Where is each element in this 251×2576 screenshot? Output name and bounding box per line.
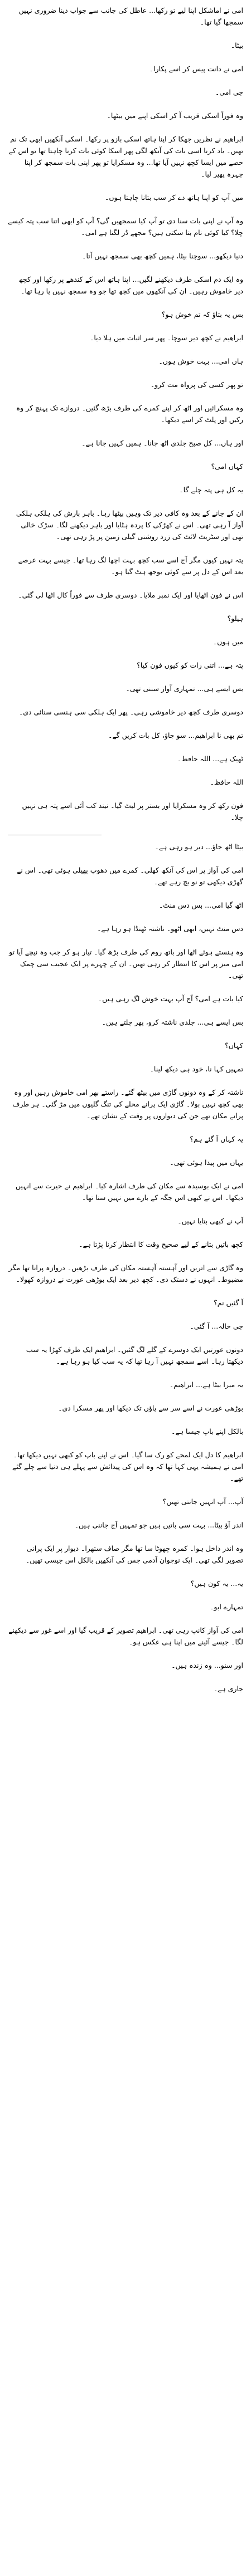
story-paragraph: وہ ایک دم اسکی طرف دیکھنے لگیں... اپنا ہاتھ اس کے کندھے پر رکھا اور کچھ دیر خاموش رہیں۔ ان کی آنکھوں میں کچھ تھا جو وہ سمجھ نہیں پا رہا تھا۔ <box>18 275 243 295</box>
story-paragraph: جی امی۔ <box>215 88 243 96</box>
story-paragraph: میں ہوں۔ <box>213 638 243 646</box>
story-paragraph: پتہ نہیں کیوں مگر آج اسے سب کچھ بہت اچھا لگ رہا تھا۔ جیسے بہت عرصے بعد اس کے دل پر سے کوئی بوجھ ہٹ گیا ہو۔ <box>18 556 243 576</box>
story-paragraph: وہ ہنستے ہوئے اٹھا اور باتھ روم کی طرف بڑھ گیا۔ تیار ہو کر جب وہ نیچے آیا تو امی میز پر اس کا انتظار کر رہی تھیں۔ ان کے چہرے پر ایک عجیب سی چمک تھی۔ <box>9 948 243 980</box>
story-paragraph: تمہیں کہا نا، خود ہی دیکھ لینا۔ <box>149 1065 243 1073</box>
story-paragraph: وہ گاڑی سے اتریں اور آہستہ آہستہ مکان کی طرف بڑھیں۔ دروازہ پرانا تھا مگر مضبوط۔ انہوں نے دستک دی۔ کچھ دیر بعد ایک بوڑھی عورت نے دروازہ کھولا۔ <box>8 1263 243 1284</box>
story-paragraph: کیا بات ہے امی؟ آج آپ بہت خوش لگ رہی ہیں۔ <box>98 995 243 1003</box>
story-paragraph: بوڑھی عورت نے اسے سر سے پاؤں تک دیکھا اور پھر مسکرا دی۔ <box>58 1404 243 1412</box>
story-paragraph: ہیلو؟ <box>227 614 243 623</box>
story-paragraph: دونوں عورتیں ایک دوسرے کے گلے لگ گئیں۔ ابراھیم ایک طرف کھڑا یہ سب دیکھتا رہا۔ اسے سمجھ نہیں آ رہا تھا کہ یہ سب کیا ہو رہا ہے۔ <box>26 1345 243 1365</box>
story-paragraph: آپ... آپ انہیں جانتی تھیں؟ <box>162 1497 243 1506</box>
story-paragraph: جی خالہ... آ گئی۔ <box>190 1322 243 1330</box>
story-paragraph: وہ فوراً اسکی قریب آ کر اسکی اپنے میں بیٹھا۔ <box>107 111 243 120</box>
story-paragraph: ابراھیم نے کچھ دیر سوچا۔ پھر سر اثبات میں ہلا دیا۔ <box>90 334 243 342</box>
story-paragraph: ٹھیک ہے... اللہ حافظ۔ <box>177 755 243 763</box>
story-paragraph: ان کے جانے کے بعد وہ کافی دیر تک وہیں بیٹھا رہا۔ باہر بارش کی ہلکی ہلکی آواز آ رہی تھی۔ اس نے کھڑکی کا پردہ ہٹایا اور باہر دیکھنے لگا۔ سڑک خالی تھی اور سٹریٹ لائٹ کی زرد روشنی گیلی زمین پر پڑ رہی تھی۔ <box>16 509 243 541</box>
story-part-two <box>8 841 243 1671</box>
story-paragraph: تو پھر کسی کی پرواہ مت کرو۔ <box>150 380 243 389</box>
story-paragraph: کہاں؟ <box>225 1041 243 1050</box>
story-paragraph: آ گئیں تم؟ <box>214 1299 243 1307</box>
story-paragraph: بالکل اپنے باپ جیسا ہے۔ <box>171 1427 243 1436</box>
story-paragraph: وہ مسکرائیں اور اٹھ کر اپنے کمرے کی طرف بڑھ گئیں۔ دروازے تک پہنچ کر وہ رکیں اور پلٹ کر اسے دیکھا۔ <box>16 404 243 424</box>
story-paragraph: بس ایسے ہی... جلدی ناشتہ کرو، پھر چلتے ہیں۔ <box>102 1018 243 1026</box>
story-paragraph: ہاں امی... بہت خوش ہوں۔ <box>158 357 243 365</box>
story-paragraph: امی نے دانت پیس کر اسے پکارا۔ <box>149 65 243 73</box>
story-part-one <box>8 4 243 823</box>
story-paragraph: یہ... یہ کون ہیں؟ <box>190 1579 243 1588</box>
story-paragraph: دنیا دیکھو... سوچنا بیٹا، ہمیں کچھ بھی سمجھ نہیں آتا۔ <box>82 252 243 260</box>
story-paragraph: دس منٹ نہیں، ابھی اٹھو۔ ناشتہ ٹھنڈا ہو رہا ہے۔ <box>97 924 243 933</box>
story-paragraph: دوسری طرف کچھ دیر خاموشی رہی۔ پھر ایک ہلکی سی ہنسی سنائی دی۔ <box>18 708 243 716</box>
story-paragraph: اللہ حافظ۔ <box>210 778 243 786</box>
story-paragraph: ابراھیم نے نظریں جھکا کر اپنا ہاتھ اسکی بازو پر رکھا۔ اسکی آنکھیں ابھی تک نم تھیں۔ یاد کرنا اسی بات کی آنکھ لگی پھر اسکا کوئی بات کرنا چاہتا تھا تو اس کے حصے میں ایسا کچھ نہیں آیا تھا... وہ مسکرایا تو پھر اپنی بات سمجھ کر اپنا چہرہ پھیر لیا۔ <box>8 135 243 178</box>
story-paragraph: پتہ ہے... اتنی رات کو کیوں فون کیا؟ <box>137 661 243 669</box>
story-paragraph: امی کی آواز کانپ رہی تھی۔ ابراھیم تصویر کے قریب گیا اور اسے غور سے دیکھنے لگا۔ جیسے آئینے میں اپنا ہی عکس ہو۔ <box>8 1626 243 1646</box>
story-paragraph: وہ آپ نے اپنی بات سنا دی تو آپ کیا سمجھیں گی؟ آپ کو ابھی اتنا سب پتہ کیسے چلا؟ کیا کوئی نام بتا سکتی ہیں؟ مجھے ڈر لگتا ہے امی۔ <box>8 217 243 237</box>
story-paragraph: اٹھ گیا امی... بس دس منٹ۔ <box>158 901 243 909</box>
story-paragraph: کہاں امی؟ <box>211 462 243 471</box>
story-paragraph: یہ کہاں آ گئے ہم؟ <box>190 1135 243 1143</box>
story-paragraph: وہ اندر داخل ہوا۔ کمرہ چھوٹا سا تھا مگر صاف ستھرا۔ دیوار پر ایک پرانی تصویر لگی تھی۔ ایک نوجوان آدمی جس کی آنکھیں بالکل اس جیسی تھیں۔ <box>25 1544 243 1564</box>
story-paragraph: یہ کل ہی پتہ چلے گا۔ <box>179 486 243 494</box>
story-paragraph: ابراھیم کا دل ایک لمحے کو رک سا گیا۔ اس نے اپنے باپ کو کبھی نہیں دیکھا تھا۔ امی نے ہمیشہ یہی کہا تھا کہ وہ اس کی پیدائش سے پہلے ہی دنیا سے چلے گئے تھے۔ <box>12 1451 243 1482</box>
story-paragraph: اندر آؤ بیٹا... بہت سی باتیں ہیں جو تمہیں آج جاننی ہیں۔ <box>74 1521 243 1529</box>
story-paragraph: فون رکھ کر وہ مسکرایا اور بستر پر لیٹ گیا۔ نیند کب آئی اسے پتہ ہی نہیں چلا۔ <box>22 801 243 821</box>
story-paragraph: میں آپ کو اپنا ہاتھ دے کر سب بتانا چاہتا ہوں۔ <box>105 193 243 202</box>
story-paragraph: امی نے اماشکل اپنا لیے تو رکھا... عاطل کی جانب سے جواب دینا ضروری نہیں سمجھا گیا تھا۔ <box>18 6 243 26</box>
story-paragraph: یہ میرا بیٹا ہے... ابراھیم۔ <box>169 1380 243 1389</box>
story-paragraph: بس ایسے ہی... تمہاری آواز سننی تھی۔ <box>126 684 243 693</box>
story-paragraph: اور ہاں... کل صبح جلدی اٹھ جانا۔ ہمیں کہیں جانا ہے۔ <box>81 439 243 447</box>
to-be-continued: جاری ہے۔ <box>213 1684 243 1693</box>
story-paragraph: یہاں میں پیدا ہوئی تھی۔ <box>170 1158 243 1167</box>
story-paragraph: کچھ باتیں بتانے کے لیے صحیح وقت کا انتظار کرنا پڑتا ہے۔ <box>79 1240 243 1248</box>
story-paragraph: امی نے ایک بوسیدہ سے مکان کی طرف اشارہ کیا۔ ابراھیم نے حیرت سے انہیں دیکھا۔ اس نے کبھی اس جگہ کے بارے میں نہیں سنا تھا۔ <box>15 1182 243 1202</box>
story-paragraph: امی کی آواز پر اس کی آنکھ کھلی۔ کمرے میں دھوپ پھیلی ہوئی تھی۔ اس نے گھڑی دیکھی تو نو بج رہے تھے۔ <box>17 866 243 886</box>
story-paragraph: بیٹا۔ <box>230 41 243 50</box>
story-paragraph: تمہارے ابو۔ <box>210 1603 243 1611</box>
story-paragraph: تم بھی نا ابراھیم... سو جاؤ، کل بات کریں گے۔ <box>108 731 243 740</box>
story-paragraph: ناشتہ کر کے وہ دونوں گاڑی میں بیٹھ گئے۔ راستے بھر امی خاموش رہیں اور وہ بھی کچھ نہیں بولا۔ گاڑی ایک پرانے محلے کی تنگ گلیوں میں مڑ گئی۔ ہر طرف پرانے مکان تھے جن کی دیواروں پر وقت کے نشان تھے۔ <box>12 1088 243 1120</box>
story-paragraph: اور سنو... وہ زندہ ہیں۔ <box>171 1661 243 1669</box>
story-paragraph: آپ نے کبھی بتایا نہیں۔ <box>177 1217 243 1225</box>
story-paragraph: بس یہ بتاؤ کہ تم خوش ہو؟ <box>161 310 243 319</box>
story-paragraph: اس نے فون اٹھایا اور ایک نمبر ملایا۔ دوسری طرف سے فوراً کال اٹھا لی گئی۔ <box>18 591 243 599</box>
story-paragraph: بیٹا اٹھ جاؤ... دیر ہو رہی ہے۔ <box>155 843 243 851</box>
